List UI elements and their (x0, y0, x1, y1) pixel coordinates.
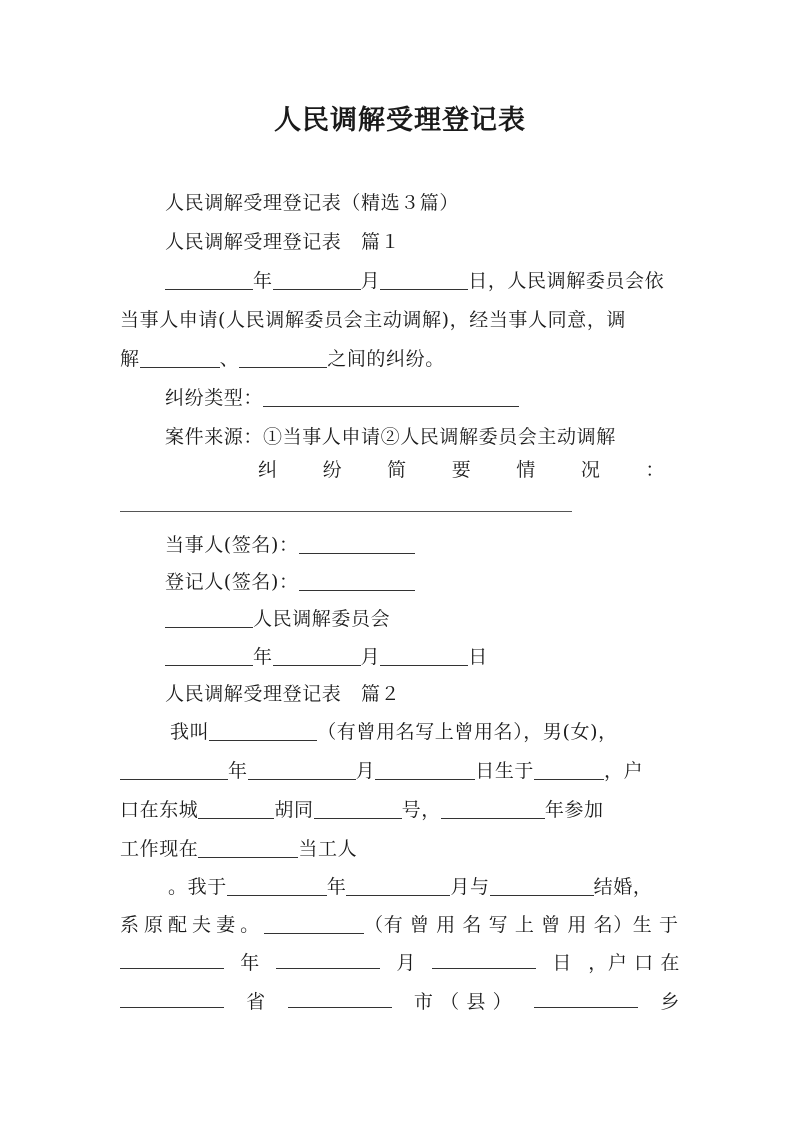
married-text: 结婚， (593, 876, 653, 898)
registrar-signature-line (165, 567, 680, 597)
year-label: 年 (326, 876, 347, 898)
blank-township (534, 987, 638, 1008)
former-name-text: （有曾用名写上曾用名），男(女)， (317, 721, 618, 743)
blank-month (273, 645, 361, 666)
township-label: 乡 (660, 991, 680, 1013)
wojiao-text: 我叫 (170, 721, 210, 743)
blank-party-signature (299, 533, 415, 554)
month-label: 月 (360, 270, 381, 292)
work-now-text: 工作现在 (120, 838, 199, 860)
spouse-char: 系 (120, 914, 145, 936)
statement-line-8 (120, 987, 680, 1017)
statement-line-1 (170, 717, 680, 747)
month-with-text: 月与 (450, 876, 490, 898)
blank-marriage-month (346, 875, 450, 896)
blank-year (165, 269, 253, 290)
blank-marriage-year (227, 875, 327, 896)
blank-workplace (198, 837, 298, 858)
hutong-text: 胡同 (274, 799, 314, 821)
spouse-char: 。 (240, 914, 265, 936)
year-label: 年 (228, 760, 248, 782)
subtitle: 人民调解受理登记表（精选３篇） (165, 192, 460, 214)
blank-birthplace (534, 759, 604, 780)
blank-birth-month (248, 759, 356, 780)
blank-day (380, 269, 468, 290)
day-label: 日 (468, 646, 488, 668)
province-label: 省 (246, 991, 266, 1013)
blank-city (288, 987, 392, 1008)
month-label: 月 (355, 760, 376, 782)
case-source: 案件来源：①当事人申请②人民调解委员会主动调解 (165, 426, 616, 448)
spouse-born-text: （有 曾 用 名 写 上 曾 用 名）生 于 (364, 914, 679, 936)
statement-line-4 (120, 834, 680, 864)
intro-line-3 (120, 344, 680, 374)
blank-party-b (239, 347, 327, 368)
blank-dispute-type (263, 386, 519, 407)
blank-year (165, 645, 253, 666)
jie-text: 解 (120, 348, 140, 370)
statement-line-3 (120, 795, 680, 825)
blank-province (120, 987, 224, 1008)
dongcheng-text: 口在东城 (120, 799, 199, 821)
blank-spouse-name (490, 875, 594, 896)
section-heading-1: 人民调解受理登记表 篇１ (165, 231, 401, 253)
summary-char: ： (645, 459, 665, 481)
month-label: 月 (360, 646, 381, 668)
committee-label: 人民调解委员会 (253, 608, 391, 630)
summary-char: 纠 (258, 459, 278, 481)
year-label: 年 (240, 952, 260, 974)
day-label: 日 (552, 952, 572, 974)
worker-text: 当工人 (298, 838, 358, 860)
statement-line-5 (168, 872, 690, 902)
document-title: 人民调解受理登记表 (274, 105, 526, 136)
i-on-text: 。我于 (168, 876, 227, 898)
committee-text: 日，人民调解委员会依 (468, 270, 665, 292)
spouse-char: 夫 (192, 914, 217, 936)
statement-line-7 (120, 948, 680, 978)
statement-line-2 (120, 756, 680, 786)
blank-month (273, 269, 361, 290)
blank-registrar-signature (299, 570, 415, 591)
blank-join-year (441, 798, 545, 819)
born-on-text: 日生于 (475, 760, 535, 782)
dispute-text: 之间的纠纷。 (327, 348, 445, 370)
party-signature-label: 当事人(签名)： (165, 534, 299, 556)
join-year-text: 年参加 (544, 799, 604, 821)
party-signature-line (165, 530, 680, 560)
city-county-label: 市 （ 县 ） (413, 991, 513, 1013)
summary-blank-line (120, 511, 572, 512)
blank-party-a (140, 347, 220, 368)
blank-name (209, 720, 317, 741)
spouse-char: 原 (144, 914, 169, 936)
comma-text: 、 (219, 348, 240, 370)
blank-committee-name (165, 607, 253, 628)
spouse-text (120, 914, 264, 936)
intro-line-1 (165, 266, 680, 296)
blank-spouse-birth-day (432, 948, 536, 969)
statement-line-6 (120, 910, 680, 940)
summary-char: 情 (516, 459, 536, 481)
hukou-text: ，户 (604, 760, 644, 782)
hao-text: 号， (401, 799, 441, 821)
hukou-text: ，户 口 在 (588, 952, 680, 974)
blank-birth-year (120, 759, 228, 780)
date-line (165, 642, 680, 672)
intro-line-2: 当事人申请(人民调解委员会主动调解)，经当事人同意，调 (120, 309, 627, 331)
summary-label (258, 455, 665, 485)
blank-day (380, 645, 468, 666)
registrar-signature-label: 登记人(签名)： (165, 571, 299, 593)
blank-spouse-birth-year (120, 948, 224, 969)
dispute-type-label: 纠纷类型： (165, 387, 264, 409)
blank-hutong (198, 798, 274, 819)
spouse-char: 配 (168, 914, 193, 936)
year-label: 年 (253, 646, 273, 668)
blank-number (314, 798, 402, 819)
spouse-char: 妻 (216, 914, 241, 936)
summary-char: 简 (387, 459, 407, 481)
year-label: 年 (253, 270, 273, 292)
blank-spouse-birth-month (276, 948, 380, 969)
summary-char: 要 (451, 459, 472, 481)
dispute-type-line (165, 383, 680, 413)
committee-line (165, 604, 680, 634)
blank-spouse-former-name (264, 913, 364, 934)
section-heading-2: 人民调解受理登记表 篇２ (165, 683, 401, 705)
summary-char: 纷 (322, 459, 343, 481)
blank-birth-day (375, 759, 475, 780)
summary-char: 况 (580, 459, 601, 481)
month-label: 月 (396, 952, 416, 974)
